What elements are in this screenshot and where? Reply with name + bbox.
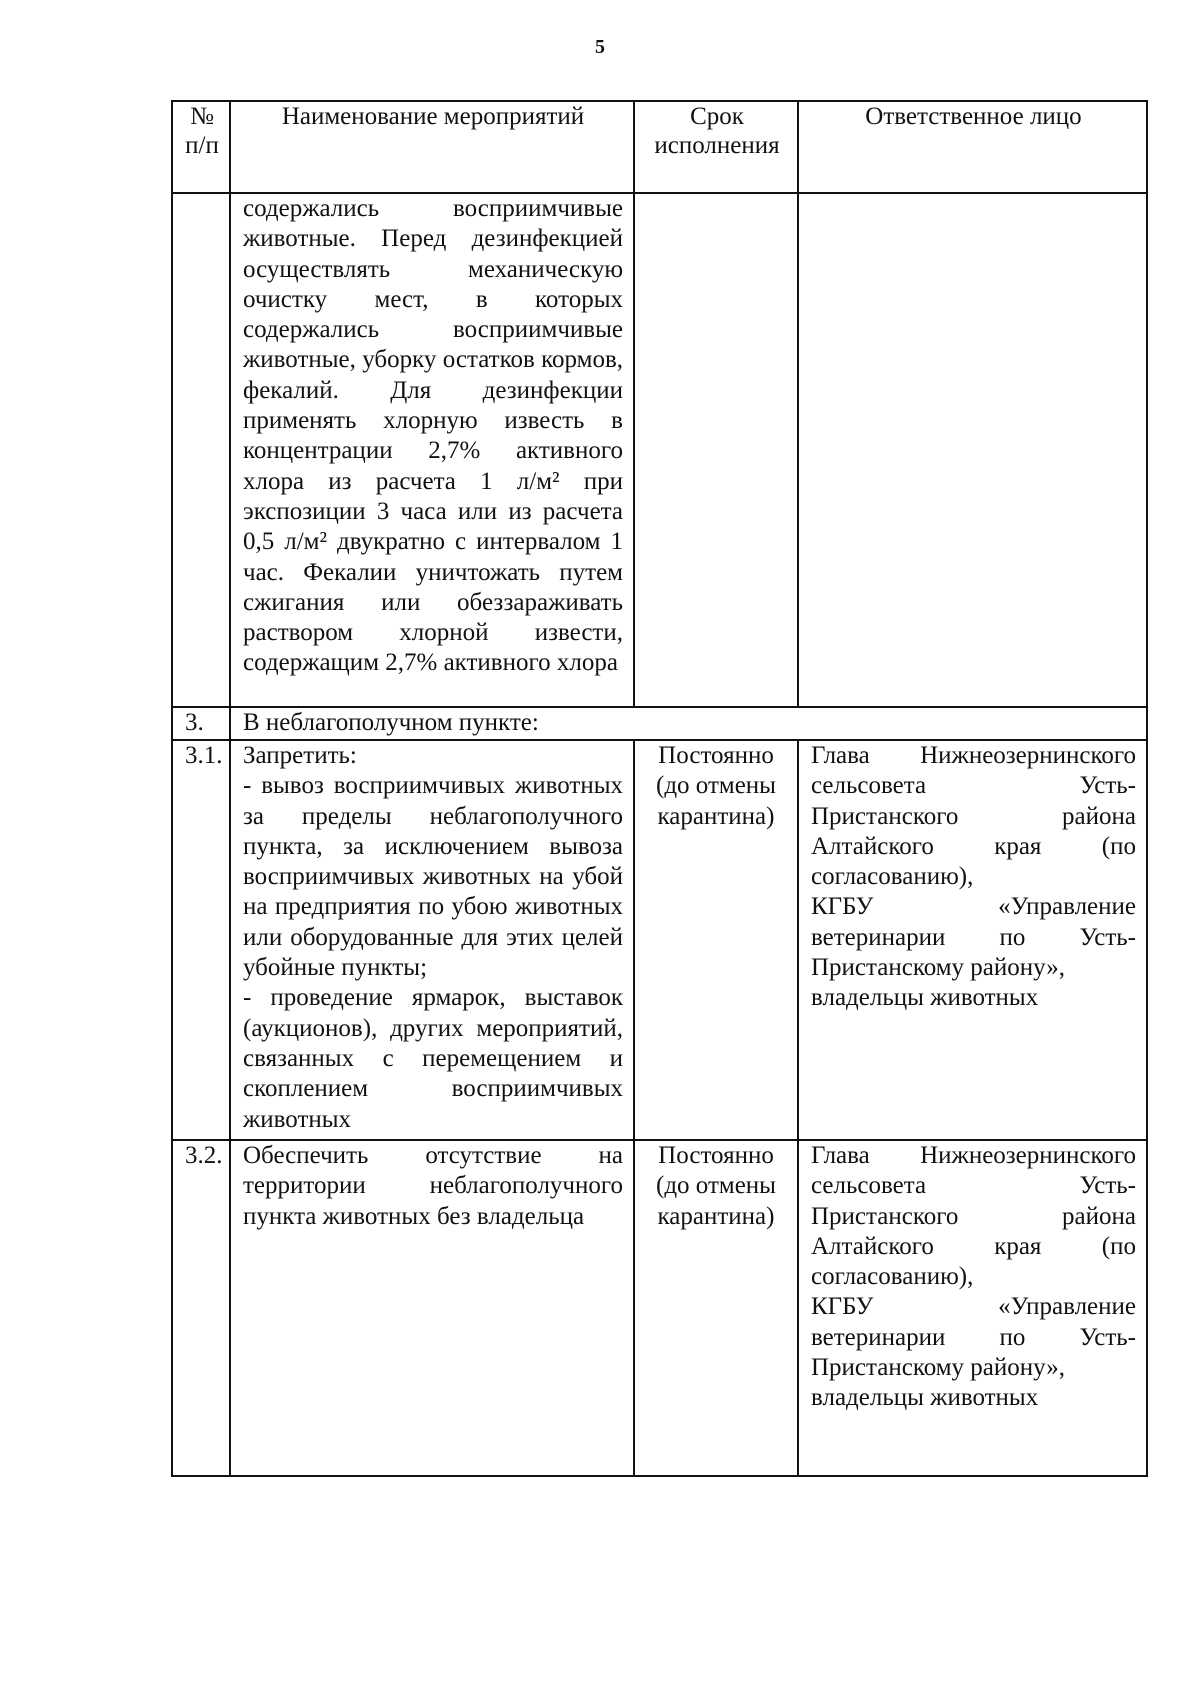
responsible-text: КГБУ «Управление ветеринарии по Усть-Пристанскому району»,: [811, 893, 1136, 982]
row-number: 3.1.: [172, 740, 230, 1140]
header-responsible-cell: Ответственное лицо: [798, 101, 1147, 193]
row-responsible: [798, 193, 1147, 707]
table-header-row: [172, 101, 1147, 193]
header-number-sign: №: [190, 103, 214, 130]
measure-item: - вывоз восприимчивых животных за пределы неблагополучного пункта, за исключением вывоза восприимчивых животных на убой на предприятия по убою животных или оборудованные для этих целей убойные пункты;: [243, 772, 623, 982]
section-number: 3.: [172, 707, 230, 740]
row-term: [634, 193, 798, 707]
row-measure-text: Обеспечить отсутствие на территории неблагополучного пункта животных без владельца: [230, 1140, 634, 1476]
row-responsible: [798, 740, 1147, 1140]
responsible-text: владельцы животных: [811, 984, 1039, 1012]
header-term-line1: Срок: [690, 103, 744, 130]
row-term: [634, 1140, 798, 1476]
table-section-row: [172, 707, 1147, 740]
header-number-abbr: п/п: [185, 132, 219, 159]
header-number-cell: [172, 101, 230, 193]
row-number: 3.2.: [172, 1140, 230, 1476]
term-line: Постоянно: [658, 742, 774, 769]
responsible-text: Глава Нижнеозернинского сельсовета Усть-Пристанского района Алтайского края (по согласованию),: [811, 742, 1136, 891]
measure-item: - проведение ярмарок, выставок (аукционов), других мероприятий, связанных с перемещением и скоплением восприимчивых животных: [243, 984, 623, 1133]
row-number: [172, 193, 230, 707]
responsible-text: Глава Нижнеозернинского сельсовета Усть-Пристанского района Алтайского края (по согласованию),: [811, 1142, 1136, 1291]
section-title: В неблагополучном пункте:: [230, 707, 1147, 740]
measures-table: [171, 100, 1148, 1477]
term-line: Постоянно: [658, 1142, 774, 1169]
term-line: (до отмены: [656, 772, 776, 800]
header-term-cell: [634, 101, 798, 193]
term-line: карантина): [657, 1202, 775, 1230]
responsible-text: владельцы животных: [811, 1384, 1039, 1412]
page-number: 5: [595, 36, 605, 58]
table-row: [172, 740, 1147, 1140]
measure-title: Запретить:: [243, 742, 357, 769]
responsible-text: КГБУ «Управление ветеринарии по Усть-Пристанскому району»,: [811, 1293, 1136, 1382]
header-name-cell: Наименование мероприятий: [230, 101, 634, 193]
row-measure-text: [230, 740, 634, 1140]
term-line: (до отмены: [656, 1172, 776, 1200]
row-responsible: [798, 1140, 1147, 1476]
term-line: карантина): [657, 802, 775, 830]
row-term: [634, 740, 798, 1140]
header-term-line2: исполнения: [654, 132, 780, 159]
table-row: [172, 193, 1147, 707]
table-row: [172, 1140, 1147, 1476]
row-measure-text: содержались восприимчивые животные. Перед дезинфекцией осуществлять механическую очистку мест, в которых содержались восприимчивые животные, уборку остатков кормов, фекалий. Для дезинфекции применять хлорную известь в концентрации 2,7% активного хлора из расчета 1 л/м² при экспозиции 3 часа или из расчета 0,5 л/м² двукратно с интервалом 1 час. Фекалии уничтожать путем сжигания или обеззараживать раствором хлорной извести, содержащим 2,7% активного хлора: [230, 193, 634, 707]
